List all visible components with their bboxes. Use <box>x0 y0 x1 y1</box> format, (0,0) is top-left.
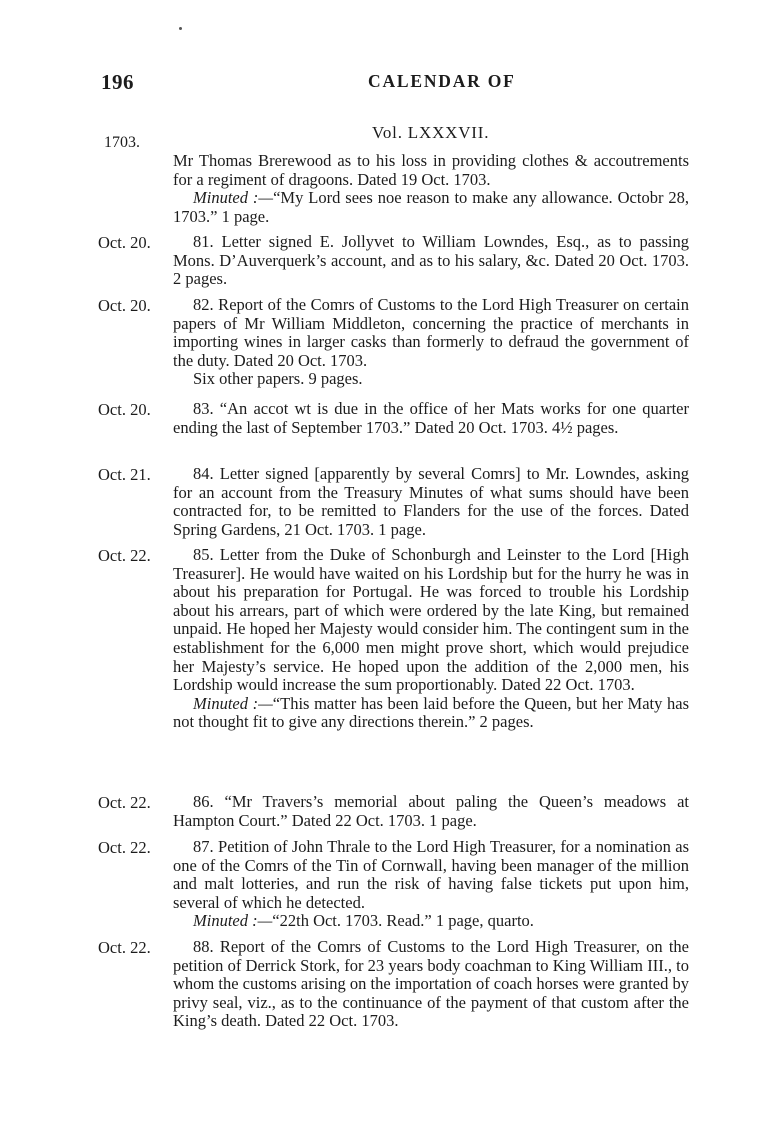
entry-body <box>173 793 689 830</box>
entry-text: 87. Petition of John Thrale to the Lord High Treasurer, for a nomination as one of the Comrs of the Tin of Cornwall, having been manager of the million and malt lotteries, and run the risk of having false tickets put upon him, several of which he detected. <box>173 837 689 912</box>
entry-body <box>173 296 689 389</box>
entry-text: 81. Letter signed E. Jollyvet to William Lowndes, Esq., as to passing Mons. D’Auverquerk’s account, and as to his salary, &c. Dated 20 Oct. 1703. 2 pages. <box>173 232 689 289</box>
entry-text: 86. “Mr Travers’s memorial about paling the Queen’s meadows at Hampton Court.” Dated 22 Oct. 1703. 1 page. <box>173 792 689 830</box>
entry-date: Oct. 22. <box>98 793 151 812</box>
page-number: 196 <box>101 70 134 94</box>
volume-heading: Vol. LXXXVII. <box>372 123 490 142</box>
entry-text: 88. Report of the Comrs of Customs to the Lord High Treasurer, on the petition of Derrick Stork, for 23 years body coachman to King William III., to whom the customs arising on the importation of coach horses were granted by privy seal, viz., as to the continuance of the payment of that custom after the King’s death. Dated 22 Oct. 1703. <box>173 937 689 1031</box>
minute-text: “22th Oct. 1703. Read.” 1 page, quarto. <box>272 911 534 931</box>
entry-body <box>173 546 689 732</box>
entry-date: Oct. 21. <box>98 465 151 484</box>
entry-text: 82. Report of the Comrs of Customs to the Lord High Treasurer on certain papers of Mr William Middleton, concerning the practice of merchants in importing wines in larger casks than formerly to defraud the government of the duty. Dated 20 Oct. 1703. <box>173 295 689 370</box>
entry-body <box>173 838 689 931</box>
entry-body <box>173 233 689 289</box>
entry-date: Oct. 20. <box>98 296 151 315</box>
entry-date: Oct. 20. <box>98 233 151 252</box>
entry-body <box>173 152 689 226</box>
entry-body <box>173 400 689 437</box>
entry-date: Oct. 22. <box>98 838 151 857</box>
entry-body <box>173 938 689 1031</box>
entry-body <box>173 465 689 539</box>
entry-date: Oct. 22. <box>98 938 151 957</box>
minute-label: Minuted :— <box>193 188 274 208</box>
year-margin: 1703. <box>104 134 140 151</box>
stray-mark <box>179 27 182 30</box>
entry-text: 84. Letter signed [apparently by several Comrs] to Mr. Lowndes, asking for an account from the Treasury Minutes of what sums should have been contracted for, to be remitted to Flanders for the use of the forces. Dated Spring Gardens, 21 Oct. 1703. 1 page. <box>173 464 689 539</box>
minute-text: “This matter has been laid before the Queen, but her Maty has not thought fit to give any directions therein.” 2 pages. <box>173 693 689 732</box>
running-head: CALENDAR OF <box>368 71 516 91</box>
minute-text: “My Lord sees noe reason to make any allowance. Octobr 28, 1703.” 1 page. <box>173 188 689 226</box>
entry-date: Oct. 20. <box>98 400 151 419</box>
entry-text: Mr Thomas Brerewood as to his loss in providing clothes & accoutrements for a regiment of dragoons. Dated 19 Oct. 1703. <box>173 151 689 189</box>
entry-text-secondary: Six other papers. 9 pages. <box>193 369 363 389</box>
minute-label: Minuted :— <box>193 693 273 713</box>
entry-date: Oct. 22. <box>98 546 151 565</box>
minute-note <box>173 189 689 226</box>
minute-note <box>173 912 689 931</box>
entry-text: 85. Letter from the Duke of Schonburgh and Leinster to the Lord [High Treasurer]. He would have waited on his Lordship but for the hurry he was in about his preparation for Portugal. He was forced to trouble his Lordship about his arrears, part of which were ordered by the late King, but remained unpaid. He hoped her Majesty would consider him. The contingent sum in the establishment for the 6,000 men might prove short, which would prejudice her Majesty’s service. He hoped upon the addition of the 2,000 men, his Lordship would increase the sum proportionably. Dated 22 Oct. 1703. <box>173 545 689 695</box>
minute-label: Minuted :— <box>193 911 273 931</box>
entry-text: 83. “An accot wt is due in the office of her Mats works for one quarter ending the last of September 1703.” Dated 20 Oct. 1703. 4½ pages. <box>173 399 689 437</box>
minute-note <box>173 695 689 732</box>
